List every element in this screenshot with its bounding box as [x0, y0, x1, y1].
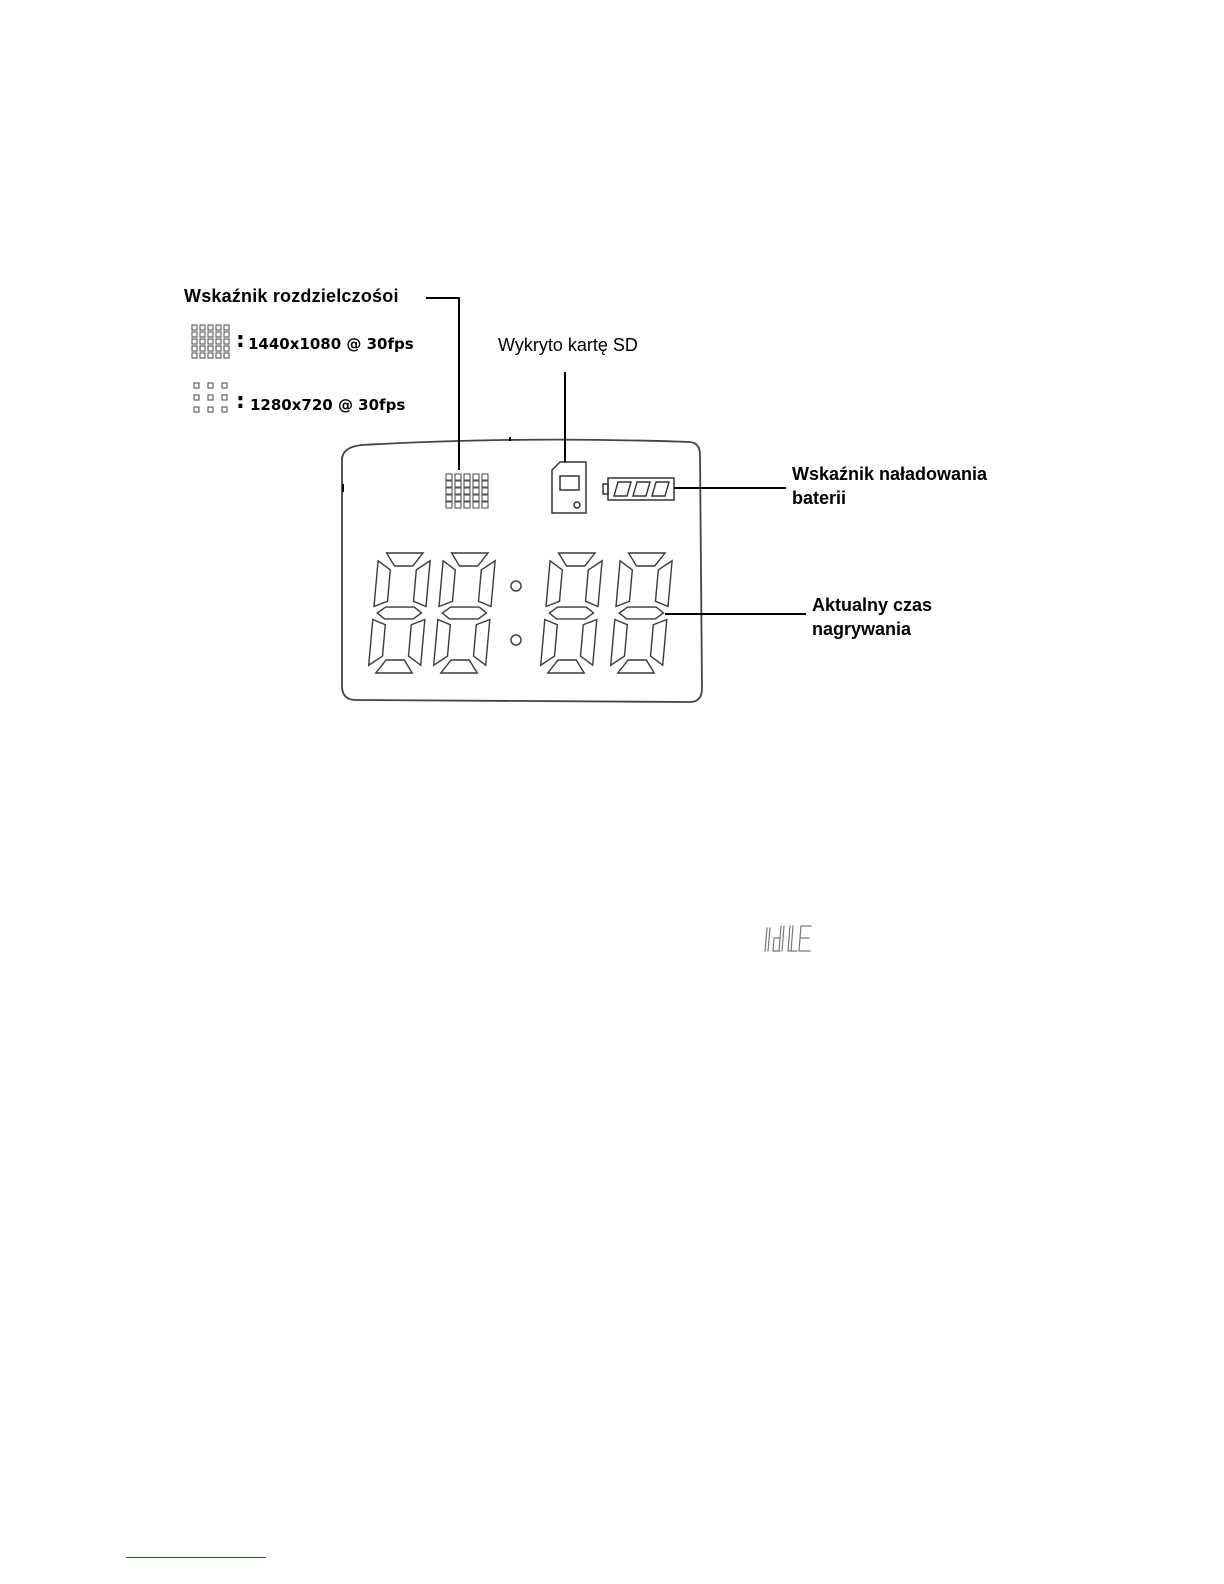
digit-segment [376, 660, 412, 673]
digit-segment [387, 553, 423, 566]
resolution-low-icon [194, 383, 227, 412]
resolution-high-icon-cell [224, 346, 229, 351]
lcd-resolution-icon-cell [473, 495, 479, 501]
digit-segment [548, 660, 584, 673]
recording-time-label-line2: nagrywania [812, 619, 912, 639]
resolution-low-icon-cell [222, 383, 227, 388]
battery-bar [652, 482, 669, 496]
time-digit-4 [611, 553, 672, 673]
battery-bar [633, 482, 650, 496]
time-digit-1 [369, 553, 430, 673]
resolution-high-icon-cell [200, 332, 205, 337]
resolution-high-icon-cell [208, 339, 213, 344]
digit-segment [377, 607, 421, 619]
lcd-resolution-icon-cell [482, 481, 488, 487]
resolution-high-icon-cell [208, 353, 213, 358]
lcd-resolution-icon-cell [473, 502, 479, 508]
resolution-low-colon: : [236, 389, 245, 414]
resolution-high-icon-cell [224, 325, 229, 330]
resolution-high-icon-cell [216, 353, 221, 358]
digit-segment [549, 607, 593, 619]
lcd-resolution-icon-cell [464, 502, 470, 508]
lcd-resolution-icon-cell [455, 474, 461, 480]
colon-dot-top [511, 581, 521, 591]
lcd-resolution-icon-cell [464, 474, 470, 480]
idle-letter-d [782, 926, 784, 951]
digit-segment [618, 660, 654, 673]
lcd-resolution-icon-cell [464, 488, 470, 494]
resolution-high-icon-cell [192, 339, 197, 344]
resolution-high-icon-cell [224, 332, 229, 337]
lcd-resolution-icon-cell [455, 488, 461, 494]
time-digit-2 [434, 553, 495, 673]
digit-segment [474, 620, 490, 666]
resolution-high-icon-cell [216, 325, 221, 330]
resolution-high-colon: : [236, 328, 245, 353]
digit-segment [586, 561, 603, 607]
resolution-low-icon-cell [194, 383, 199, 388]
resolution-high-icon-cell [224, 353, 229, 358]
recording-time-digits [369, 553, 672, 673]
resolution-high-icon-cell [216, 339, 221, 344]
digit-segment [441, 660, 477, 673]
resolution-low-icon-cell [208, 395, 213, 400]
resolution-high-icon-cell [224, 339, 229, 344]
lcd-resolution-icon-cell [446, 474, 452, 480]
resolution-high-icon-cell [216, 332, 221, 337]
digit-segment [656, 561, 673, 607]
digit-segment [409, 620, 425, 666]
digit-segment [434, 620, 451, 666]
sd-card-icon [552, 462, 586, 513]
resolution-indicator-label: Wskaźnik rozdzielczośoi [184, 286, 399, 306]
digit-segment [439, 561, 455, 607]
lcd-resolution-icon-cell [455, 495, 461, 501]
resolution-low-icon-cell [208, 407, 213, 412]
resolution-high-icon-cell [192, 332, 197, 337]
lcd-resolution-icon-cell [473, 474, 479, 480]
lcd-resolution-icon-cell [464, 495, 470, 501]
resolution-high-icon [192, 325, 229, 358]
lcd-resolution-icon-cell [455, 481, 461, 487]
digit-segment [374, 561, 390, 607]
digit-segment [619, 607, 663, 619]
digit-segment [611, 620, 628, 666]
lcd-resolution-icon-cell [482, 502, 488, 508]
digit-segment [414, 561, 431, 607]
resolution-high-icon-cell [208, 325, 213, 330]
colon-dot-bottom [511, 635, 521, 645]
resolution-low-label: 1280x720 @ 30fps [250, 396, 406, 414]
lcd-resolution-icon-cell [455, 502, 461, 508]
lcd-resolution-icon-cell [473, 488, 479, 494]
digit-segment [479, 561, 496, 607]
lcd-resolution-icon-cell [473, 481, 479, 487]
lcd-resolution-icon-cell [464, 481, 470, 487]
lcd-resolution-icon-cell [482, 495, 488, 501]
battery-icon [603, 478, 674, 500]
digit-segment [559, 553, 595, 566]
lcd-resolution-icon-cell [446, 502, 452, 508]
resolution-high-icon-cell [208, 346, 213, 351]
resolution-high-icon-cell [200, 353, 205, 358]
digit-segment [541, 620, 558, 666]
recording-time-label-line1: Aktualny czas [812, 595, 933, 615]
time-digit-3 [541, 553, 602, 673]
resolution-high-icon-cell [192, 346, 197, 351]
lcd-resolution-icon-cell [446, 495, 452, 501]
battery-bar [614, 482, 631, 496]
resolution-high-icon-cell [200, 325, 205, 330]
lcd-resolution-icon-cell [446, 481, 452, 487]
idle-letter-i [765, 928, 767, 951]
leader-line-resolution [426, 298, 459, 470]
lcd-resolution-icon [446, 474, 488, 508]
idle-status-text [765, 926, 811, 951]
digit-segment [442, 607, 486, 619]
idle-letter-i [768, 928, 770, 951]
resolution-low-icon-cell [194, 407, 199, 412]
resolution-high-icon-cell [192, 353, 197, 358]
resolution-high-icon-cell [208, 332, 213, 337]
resolution-high-icon-cell [216, 346, 221, 351]
digit-segment [369, 620, 386, 666]
resolution-low-icon-cell [194, 395, 199, 400]
digit-segment [452, 553, 488, 566]
digit-segment [546, 561, 562, 607]
idle-letter-l [788, 926, 790, 951]
sd-card-detected-label: Wykryto kartę SD [498, 335, 638, 355]
idle-letter-l [791, 926, 793, 951]
resolution-low-icon-cell [222, 407, 227, 412]
digit-segment [581, 620, 597, 666]
digit-segment [616, 561, 632, 607]
idle-letter-d [773, 938, 774, 951]
battery-indicator-label-line1: Wskaźnik naładowania [792, 464, 988, 484]
resolution-high-icon-cell [200, 346, 205, 351]
resolution-low-icon-cell [222, 395, 227, 400]
lcd-resolution-icon-cell [482, 488, 488, 494]
resolution-high-icon-cell [192, 325, 197, 330]
battery-indicator-label-line2: baterii [792, 488, 847, 508]
digit-segment [629, 553, 665, 566]
lcd-resolution-icon-cell [446, 488, 452, 494]
digit-segment [651, 620, 667, 666]
resolution-low-icon-cell [208, 383, 213, 388]
resolution-high-label: 1440x1080 @ 30fps [248, 335, 414, 353]
resolution-high-icon-cell [200, 339, 205, 344]
lcd-resolution-icon-cell [482, 474, 488, 480]
footnote-separator [126, 1557, 266, 1558]
